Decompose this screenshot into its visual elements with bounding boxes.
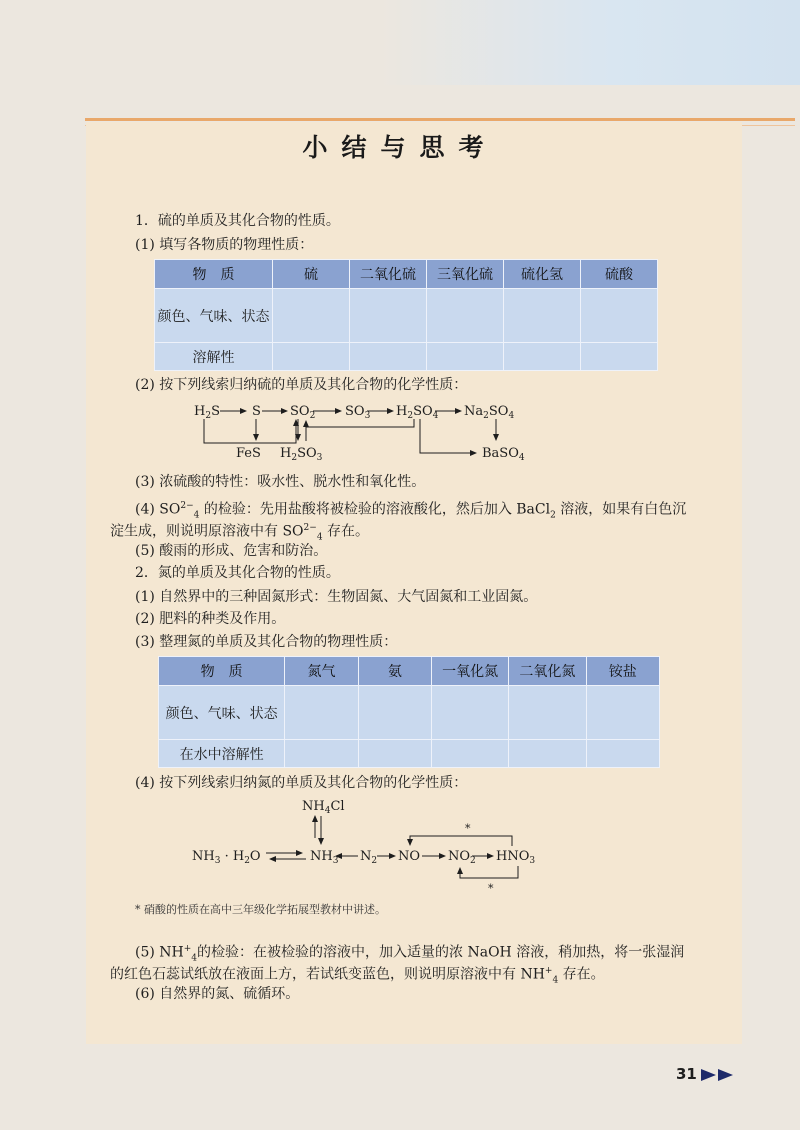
table-cell-empty xyxy=(350,289,427,343)
table-row xyxy=(159,740,660,768)
table-header-cell: 硫 xyxy=(273,260,350,289)
sulfur-question-4-line2: 淀生成，则说明原溶液中有 $SO^{2-}_4$ 存在。 xyxy=(110,523,369,543)
table-cell-empty xyxy=(427,343,504,371)
table-cell-empty xyxy=(358,686,431,740)
section-nitrogen-heading: 2．氮的单质及其化合物的性质。 xyxy=(135,565,340,581)
formula-h2so4: $H_2SO_4$ xyxy=(396,404,439,421)
table-row-label: 在水中溶解性 xyxy=(159,740,285,768)
sulfur-question-4-line1: (4) $SO^{2-}_4$ 的检验：先用盐酸将被检验的溶液酸化，然后加入 BaCl$_2$ 溶液，如果有白色沉 xyxy=(135,501,687,521)
formula-so2: $SO_2$ xyxy=(290,404,316,421)
formula-na2so4: $Na_2SO_4$ xyxy=(464,404,515,421)
nitrogen-question-6: (6) 自然界的氮、硫循环。 xyxy=(135,986,300,1002)
orange-top-rule xyxy=(85,118,795,121)
arrow-hno3-to-no2 xyxy=(460,866,518,878)
table-row xyxy=(159,686,660,740)
next-page-arrows-icon xyxy=(701,1068,737,1082)
arrow-h2s-to-so2 xyxy=(204,419,296,443)
formula-baso4: BaSO$_4$ xyxy=(482,446,525,463)
table-header-cell: 二氧化氮 xyxy=(509,657,586,686)
table-row xyxy=(155,343,658,371)
table-cell-empty xyxy=(504,289,581,343)
nitrogen-question-3: (3) 整理氮的单质及其化合物的物理性质： xyxy=(135,634,398,650)
table-row-label: 颜色、气味、状态 xyxy=(155,289,273,343)
nitrogen-properties-table xyxy=(158,656,660,768)
nitrogen-question-1: (1) 自然界中的三种固氮形式：生物固氮、大气固氮和工业固氮。 xyxy=(135,589,538,605)
formula-so3: $SO_3$ xyxy=(345,404,371,421)
formula-fes: FeS xyxy=(236,446,261,461)
table-cell-empty xyxy=(427,289,504,343)
nitrogen-question-5-line2: 的红色石蕊试纸放在液面上方，若试纸变蓝色，则说明原溶液中有 $NH^+_4$ 存在。 xyxy=(110,966,605,986)
sulfur-question-5: (5) 酸雨的形成、危害和防治。 xyxy=(135,543,328,559)
formula-nh4cl: $NH_4Cl$ xyxy=(302,799,345,816)
table-cell-empty xyxy=(285,686,358,740)
top-corner-shading xyxy=(380,0,800,85)
table-header-cell: 硫化氢 xyxy=(504,260,581,289)
table-cell-empty xyxy=(350,343,427,371)
section-sulfur-heading: 1．硫的单质及其化合物的性质。 xyxy=(135,213,340,229)
table-cell-empty xyxy=(432,740,509,768)
sulfur-reaction-scheme xyxy=(190,395,530,467)
page-number: 31 xyxy=(676,1065,697,1083)
table-row-label: 溶解性 xyxy=(155,343,273,371)
formula-no2: $NO_2$ xyxy=(448,849,476,866)
table-header-cell: 氮气 xyxy=(285,657,358,686)
table-row xyxy=(155,289,658,343)
table-header-cell: 硫酸 xyxy=(581,260,658,289)
table-header-row xyxy=(155,260,658,289)
formula-s: S xyxy=(252,404,261,419)
formula-n2: $N_2$ xyxy=(360,849,378,866)
table-cell-empty xyxy=(273,343,350,371)
table-header-cell: 铵盐 xyxy=(586,657,659,686)
formula-no: NO xyxy=(398,849,421,864)
nitrogen-reaction-scheme xyxy=(190,790,550,894)
sulfur-question-3: (3) 浓硫酸的特性：吸水性、脱水性和氧化性。 xyxy=(135,474,426,490)
table-header-cell: 物 质 xyxy=(155,260,273,289)
table-cell-empty xyxy=(509,686,586,740)
table-cell-empty xyxy=(273,289,350,343)
table-cell-empty xyxy=(581,343,658,371)
sulfur-question-1: (1) 填写各物质的物理性质： xyxy=(135,237,314,253)
nitrogen-question-2: (2) 肥料的种类及作用。 xyxy=(135,611,286,627)
arrow-h2so4-to-so2 xyxy=(306,419,414,441)
formula-h2so3: $H_2SO_3$ xyxy=(280,446,323,463)
formula-nh3-h2o: $NH_3 \cdot H_2O$ xyxy=(192,849,261,866)
sulfur-properties-table xyxy=(154,259,658,371)
arrow-h2so4-to-baso4 xyxy=(420,419,476,453)
formula-h2s: $H_2S$ xyxy=(194,404,220,421)
table-cell-empty xyxy=(586,686,659,740)
table-cell-empty xyxy=(358,740,431,768)
page-title: 小结与思考 xyxy=(302,133,498,162)
table-header-cell: 物 质 xyxy=(159,657,285,686)
table-row-label: 颜色、气味、状态 xyxy=(159,686,285,740)
sulfur-question-2: (2) 按下列线索归纳硫的单质及其化合物的化学性质： xyxy=(135,377,468,393)
table-header-cell: 三氧化硫 xyxy=(427,260,504,289)
table-cell-empty xyxy=(285,740,358,768)
table-header-cell: 氨 xyxy=(358,657,431,686)
table-cell-empty xyxy=(586,740,659,768)
footnote-star-bottom: * xyxy=(488,882,494,894)
table-cell-empty xyxy=(504,343,581,371)
nitrogen-question-4: (4) 按下列线索归纳氮的单质及其化合物的化学性质： xyxy=(135,775,468,791)
table-cell-empty xyxy=(581,289,658,343)
table-header-row xyxy=(159,657,660,686)
table-header-cell: 二氧化硫 xyxy=(350,260,427,289)
nitrogen-question-5-line1: (5) $NH^+_4$的检验：在被检验的溶液中，加入适量的浓 NaOH 溶液，稍加热，将一张湿润 xyxy=(135,944,685,964)
table-cell-empty xyxy=(432,686,509,740)
footnote: * 硝酸的性质在高中三年级化学拓展型教材中讲述。 xyxy=(135,903,386,916)
footnote-star-top: * xyxy=(465,822,471,835)
formula-hno3: $HNO_3$ xyxy=(496,849,536,866)
table-header-cell: 一氧化氮 xyxy=(432,657,509,686)
table-cell-empty xyxy=(509,740,586,768)
arrow-hno3-to-no xyxy=(410,836,512,846)
formula-nh3: $NH_3$ xyxy=(310,849,339,866)
